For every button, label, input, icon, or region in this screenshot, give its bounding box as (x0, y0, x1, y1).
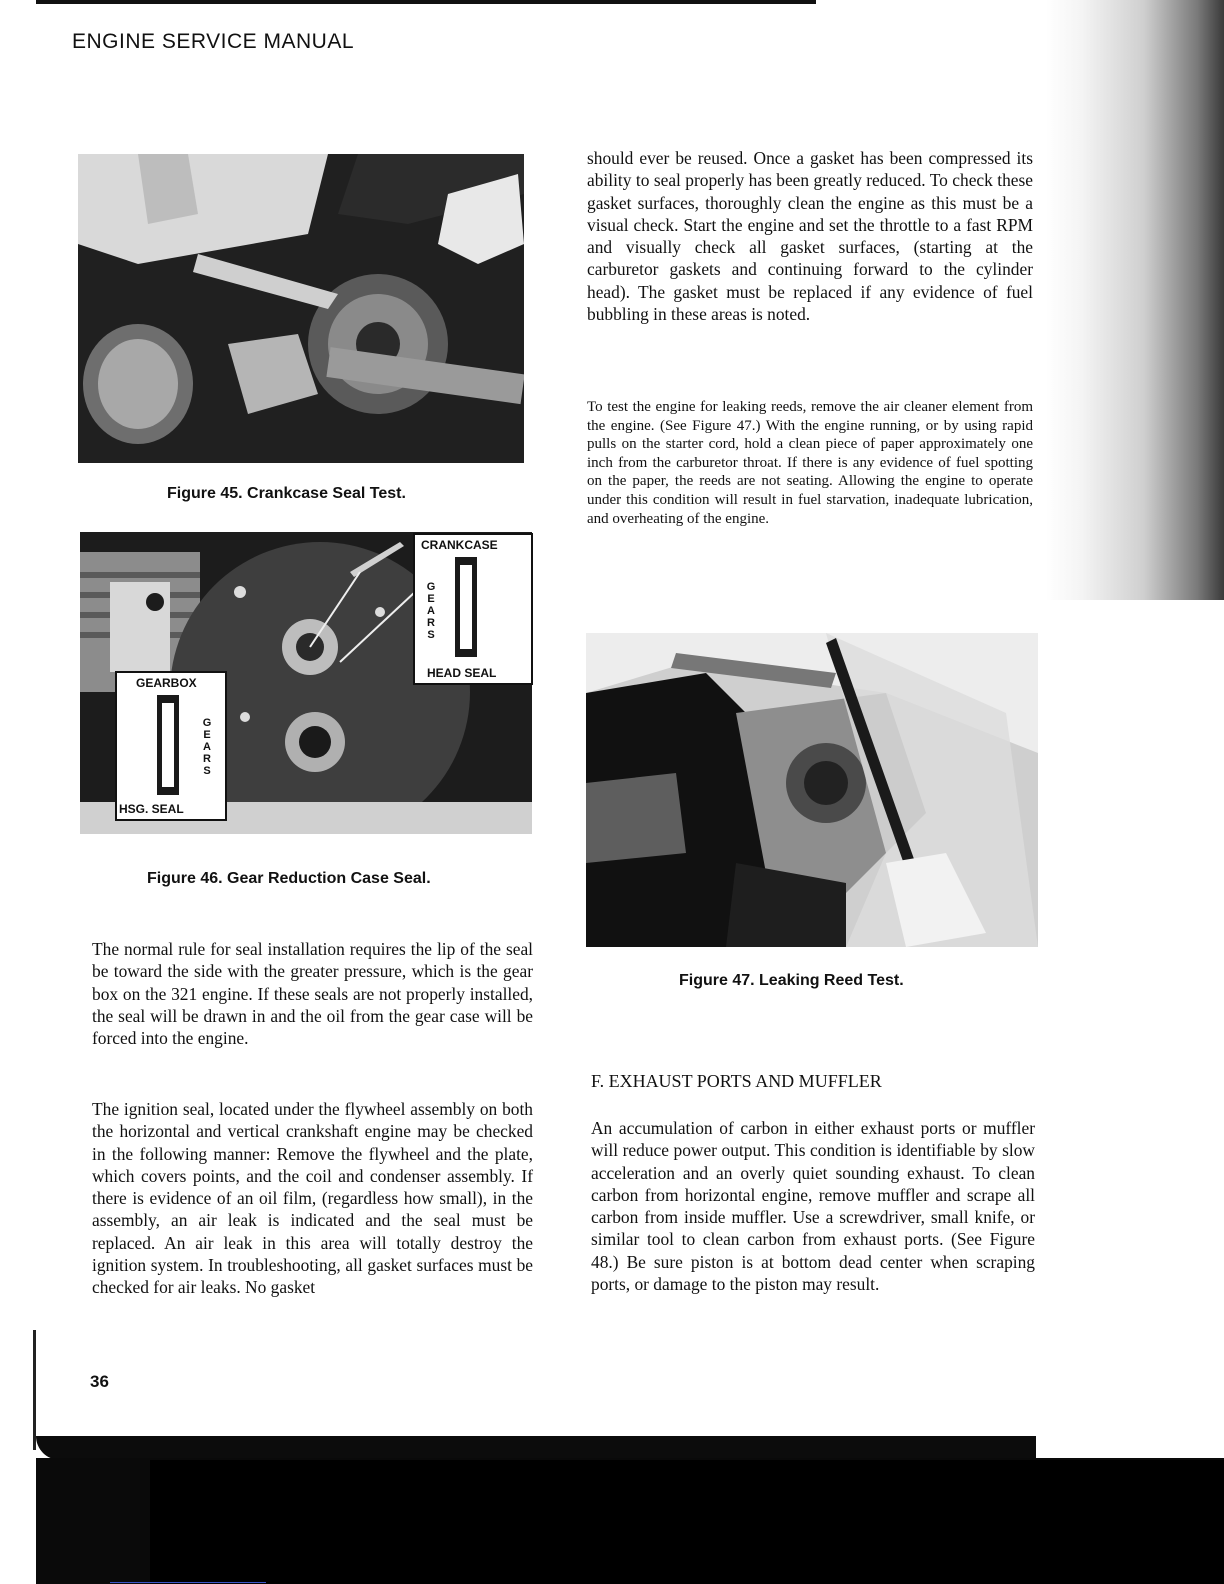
figure-45-caption: Figure 45. Crankcase Seal Test. (167, 485, 406, 502)
scan-bottom-block-dark (150, 1460, 1224, 1584)
scan-left-edge (33, 1330, 36, 1450)
scan-right-shadow (1046, 0, 1224, 600)
label-crankcase: CRANKCASE (421, 538, 498, 552)
gears-diagram-right (455, 557, 477, 657)
figure-47-caption: Figure 47. Leaking Reed Test. (679, 972, 904, 989)
right-paragraph-1: should ever be reused. Once a gasket has been compressed its ability to seal properly has been greatly reduced. To check these gasket surfaces, thoroughly clean the engine as this must be a visual check. Start the engine and set the throttle to a fast RPM and visually check all gasket surfaces, (starting at the carburetor gaskets and continuing forward to the cylinder head). The gasket must be replaced if any evidence of fuel bubbling in these areas is noted. (587, 148, 1033, 325)
scan-bottom-band (36, 1436, 1036, 1460)
figure-45-photo (78, 154, 524, 463)
left-paragraph-1: The normal rule for seal installation requires the lip of the seal be toward the side with the greater pressure, which is the gear box on the 321 engine. If these seals are not properly installed, the seal will be drawn in and the oil from the gear case will be forced into the engine. (92, 939, 533, 1049)
label-gears-right: GEARS (426, 581, 436, 641)
label-gears-left: GEARS (202, 717, 212, 777)
figure-47-photo (586, 633, 1038, 947)
scan-blue-line (110, 1582, 266, 1583)
gearbox-label-box (115, 671, 227, 821)
scan-top-rule (36, 0, 816, 4)
label-head-seal: HEAD SEAL (427, 666, 497, 680)
page-header: ENGINE SERVICE MANUAL (72, 30, 355, 53)
label-gearbox: GEARBOX (136, 676, 197, 690)
page-number: 36 (90, 1372, 109, 1391)
label-hsg-seal: HSG. SEAL (119, 802, 184, 816)
right-paragraph-3: An accumulation of carbon in either exhaust ports or muffler will reduce power output. This condition is identifiable by slow acceleration and an overly quiet sounding exhaust. To clean carbon from horizontal engine, remove muffler and scrape all carbon from inside muffler. Use a screwdriver, small knife, or similar tool to clean carbon from exhaust ports. (See Figure 48.) Be sure piston is at bottom dead center when scraping ports, or damage to the piston may result. (591, 1118, 1035, 1295)
right-paragraph-2: To test the engine for leaking reeds, remove the air cleaner element from the engine. (See Figure 47.) With the engine running, or by using rapid pulls on the starter cord, hold a clean piece of paper approximately one inch from the carburetor throat. If there is any evidence of fuel spotting on the paper, the reeds are not seating. Allowing the engine to operate under this condition will result in fuel starvation, inadequate lubrication, and overheating of the engine. (587, 399, 1033, 527)
left-paragraph-2: The ignition seal, located under the flywheel assembly on both the horizontal and vertical crankshaft engine may be checked in the following manner: Remove the flywheel and the plate, which covers points, and the coil and condenser assembly. If there is evidence of an oil film, (regardless how small), in the assembly, an air leak is indicated and the seal must be replaced. An air leak in this area will totally destroy the ignition system. In troubleshooting, all gasket surfaces must be checked for air leaks. No gasket (92, 1099, 533, 1298)
section-heading: F. EXHAUST PORTS AND MUFFLER (591, 1071, 882, 1091)
figure-46-caption: Figure 46. Gear Reduction Case Seal. (147, 870, 431, 887)
crankcase-label-box (413, 533, 533, 685)
gears-diagram-left (157, 695, 179, 795)
